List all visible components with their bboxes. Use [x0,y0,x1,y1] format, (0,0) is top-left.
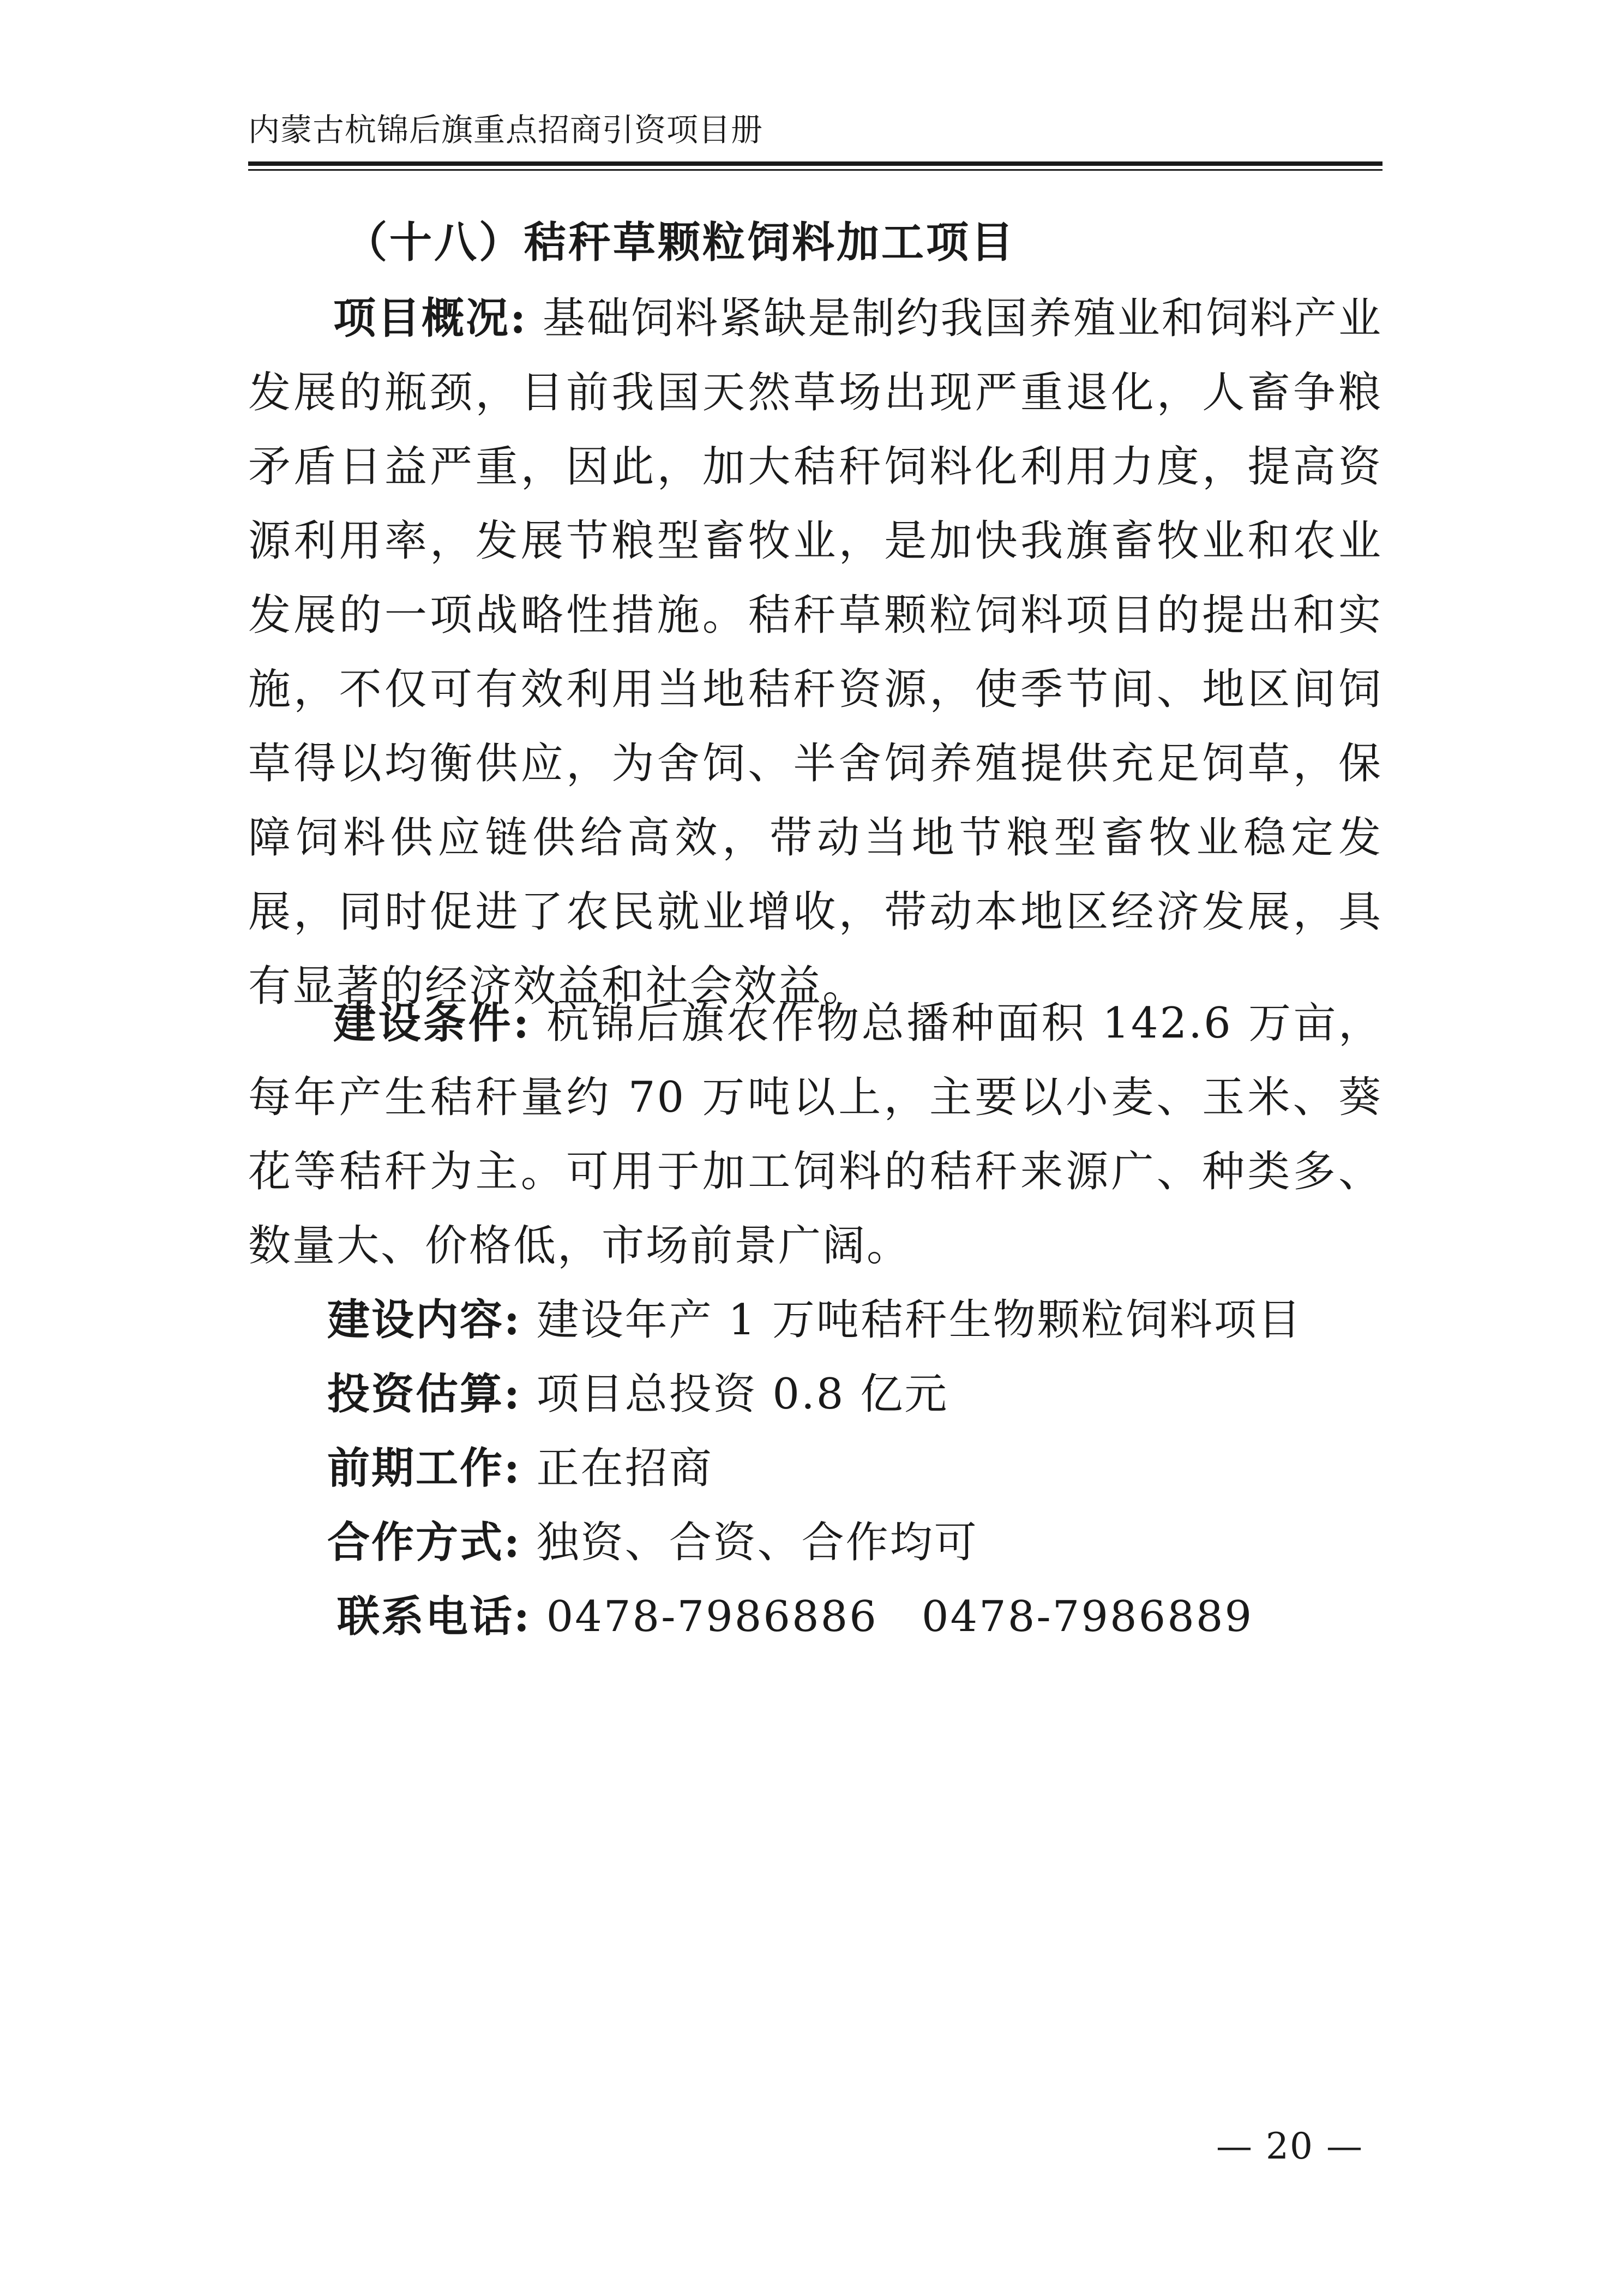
overview-text: 基础饲料紧缺是制约我国养殖业和饲料产业发展的瓶颈，目前我国天然草场出现严重退化，人畜争粮矛盾日益严重，因此，加大秸秆饲料化利用力度，提高资源利用率，发展节粮型畜牧业，是加快我旗畜牧业和农业发展的一项战略性措施。秸秆草颗粒饲料项目的提出和实施，不仅可有效利用当地秸秆资源，使季节间、地区间饲草得以均衡供应，为舍饲、半舍饲养殖提供充足饲草，保障饲料供应链供给高效，带动当地节粮型畜牧业稳定发展，同时促进了农民就业增收，带动本地区经济发展，具有显著的经济效益和社会效益。 [248,294,1383,1011]
construction-content-row [327,1283,1302,1357]
page-number: — 20 — [1216,2125,1363,2167]
cooperation-text: 独资、合资、合作均可 [521,1518,978,1567]
contact-phone-1: 0478-7986886 [531,1592,878,1641]
prework-row [327,1431,713,1506]
contact-label: 联系电话: [337,1592,531,1641]
header-rule-thick [248,161,1382,166]
investment-label: 投资估算: [327,1369,521,1419]
prework-label: 前期工作: [327,1443,521,1493]
construction-content-label: 建设内容: [327,1295,521,1345]
prework-text: 正在招商 [521,1444,713,1493]
investment-row [327,1357,948,1431]
document-header-title: 内蒙古杭锦后旗重点招商引资项目册 [248,111,764,148]
conditions-label: 建设条件: [333,998,531,1048]
overview-paragraph [248,281,1382,1023]
construction-content-text: 建设年产 1 万吨秸秆生物颗粒饲料项目 [521,1296,1302,1345]
section-title: （十八）秸秆草颗粒饲料加工项目 [345,218,1016,267]
cooperation-label: 合作方式: [327,1518,521,1567]
header-rule-thin [248,169,1382,171]
investment-text: 项目总投资 0.8 亿元 [521,1370,949,1419]
conditions-text: 杭锦后旗农作物总播种面积 142.6 万亩，每年产生秸秆量约 70 万吨以上，主要以小麦、玉米、葵花等秸秆为主。可用于加工饲料的秸秆来源广、种类多、数量大、价格低，市场前景广阔。 [248,999,1382,1270]
overview-label: 项目概况: [333,293,528,343]
cooperation-row [327,1506,978,1580]
contact-row [337,1580,1253,1654]
contact-phone-2: 0478-7986889 [921,1592,1254,1641]
conditions-paragraph [248,986,1382,1283]
